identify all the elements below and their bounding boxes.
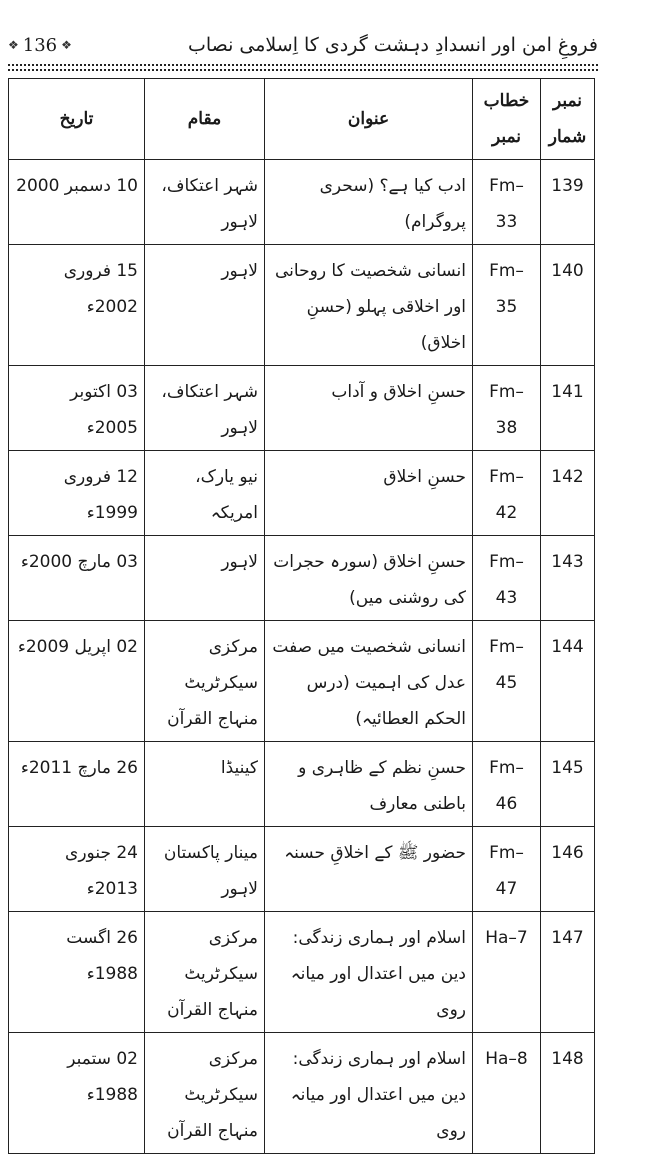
cell-place: مرکزی سیکرٹریٹ منہاج القرآن [145, 912, 265, 1033]
cell-code: Fm–42 [473, 451, 541, 536]
col-header-topic: عنوان [265, 79, 473, 160]
cell-date: 10 دسمبر 2000 [9, 160, 145, 245]
cell-topic: انسانی شخصیت کا روحانی اور اخلاقی پہلو (حسنِ اخلاق) [265, 245, 473, 366]
cell-place: نیو یارک، امریکہ [145, 451, 265, 536]
cell-date: 26 اگست 1988ء [9, 912, 145, 1033]
cell-topic: حسنِ اخلاق و آداب [265, 366, 473, 451]
cell-serial: 139 [541, 160, 595, 245]
cell-place: لاہور [145, 536, 265, 621]
cell-code: Fm–45 [473, 621, 541, 742]
page-number-block [8, 35, 72, 56]
cell-serial: 142 [541, 451, 595, 536]
cell-place: شہر اعتکاف، لاہور [145, 366, 265, 451]
table-row [9, 912, 595, 1033]
cell-date: 15 فروری 2002ء [9, 245, 145, 366]
col-header-place: مقام [145, 79, 265, 160]
cell-date: 24 جنوری 2013ء [9, 827, 145, 912]
table-row [9, 451, 595, 536]
cell-serial: 143 [541, 536, 595, 621]
cell-serial: 140 [541, 245, 595, 366]
cell-serial: 145 [541, 742, 595, 827]
cell-code: Fm–33 [473, 160, 541, 245]
cell-topic: حسنِ اخلاق [265, 451, 473, 536]
page-number: 136 [22, 34, 58, 56]
cell-date: 03 اکتوبر 2005ء [9, 366, 145, 451]
cell-serial: 141 [541, 366, 595, 451]
running-title: فروغِ امن اور انسدادِ دہشت گردی کا اِسلامی نصاب [187, 34, 598, 56]
header-divider [8, 64, 598, 66]
table-row [9, 827, 595, 912]
page-header [8, 28, 598, 62]
cell-date: 03 مارچ 2000ء [9, 536, 145, 621]
cell-topic: حسنِ اخلاق (سورہ حجرات کی روشنی میں) [265, 536, 473, 621]
cell-topic: حضور ﷺ کے اخلاقِ حسنہ [265, 827, 473, 912]
table-header-row [9, 79, 595, 160]
table-row [9, 536, 595, 621]
cell-serial: 147 [541, 912, 595, 1033]
cell-place: لاہور [145, 245, 265, 366]
cell-date: 26 مارچ 2011ء [9, 742, 145, 827]
cell-serial: 146 [541, 827, 595, 912]
cell-topic: حسنِ نظم کے ظاہری و باطنی معارف [265, 742, 473, 827]
table-row [9, 742, 595, 827]
cell-code: Fm–35 [473, 245, 541, 366]
cell-place: شہر اعتکاف، لاہور [145, 160, 265, 245]
cell-topic: ادب کیا ہے؟ (سحری پروگرام) [265, 160, 473, 245]
cell-code: Fm–46 [473, 742, 541, 827]
cell-place: کینیڈا [145, 742, 265, 827]
cell-date: 12 فروری 1999ء [9, 451, 145, 536]
header-divider-second [8, 69, 598, 71]
cell-serial: 144 [541, 621, 595, 742]
lecture-table [8, 78, 595, 1154]
ornament-left-icon: ❖ [8, 38, 19, 52]
cell-code: Ha–8 [473, 1033, 541, 1154]
col-header-serial: نمبر شمار [541, 79, 595, 160]
table-row [9, 245, 595, 366]
cell-place: مینار پاکستان لاہور [145, 827, 265, 912]
col-header-code: خطاب نمبر [473, 79, 541, 160]
cell-date: 02 اپریل 2009ء [9, 621, 145, 742]
cell-place: مرکزی سیکرٹریٹ منہاج القرآن [145, 1033, 265, 1154]
cell-place: مرکزی سیکرٹریٹ منہاج القرآن [145, 621, 265, 742]
cell-code: Fm–43 [473, 536, 541, 621]
table-row [9, 366, 595, 451]
table-row [9, 160, 595, 245]
cell-code: Ha–7 [473, 912, 541, 1033]
cell-code: Fm–47 [473, 827, 541, 912]
table-row [9, 621, 595, 742]
cell-topic: اسلام اور ہماری زندگی: دین میں اعتدال اور میانہ روی [265, 912, 473, 1033]
cell-code: Fm–38 [473, 366, 541, 451]
ornament-right-icon: ❖ [61, 38, 72, 52]
cell-topic: اسلام اور ہماری زندگی: دین میں اعتدال اور میانہ روی [265, 1033, 473, 1154]
col-header-date: تاریخ [9, 79, 145, 160]
cell-serial: 148 [541, 1033, 595, 1154]
cell-topic: انسانی شخصیت میں صفت عدل کی اہمیت (درس الحکم العطائیہ) [265, 621, 473, 742]
cell-date: 02 ستمبر 1988ء [9, 1033, 145, 1154]
table-row [9, 1033, 595, 1154]
